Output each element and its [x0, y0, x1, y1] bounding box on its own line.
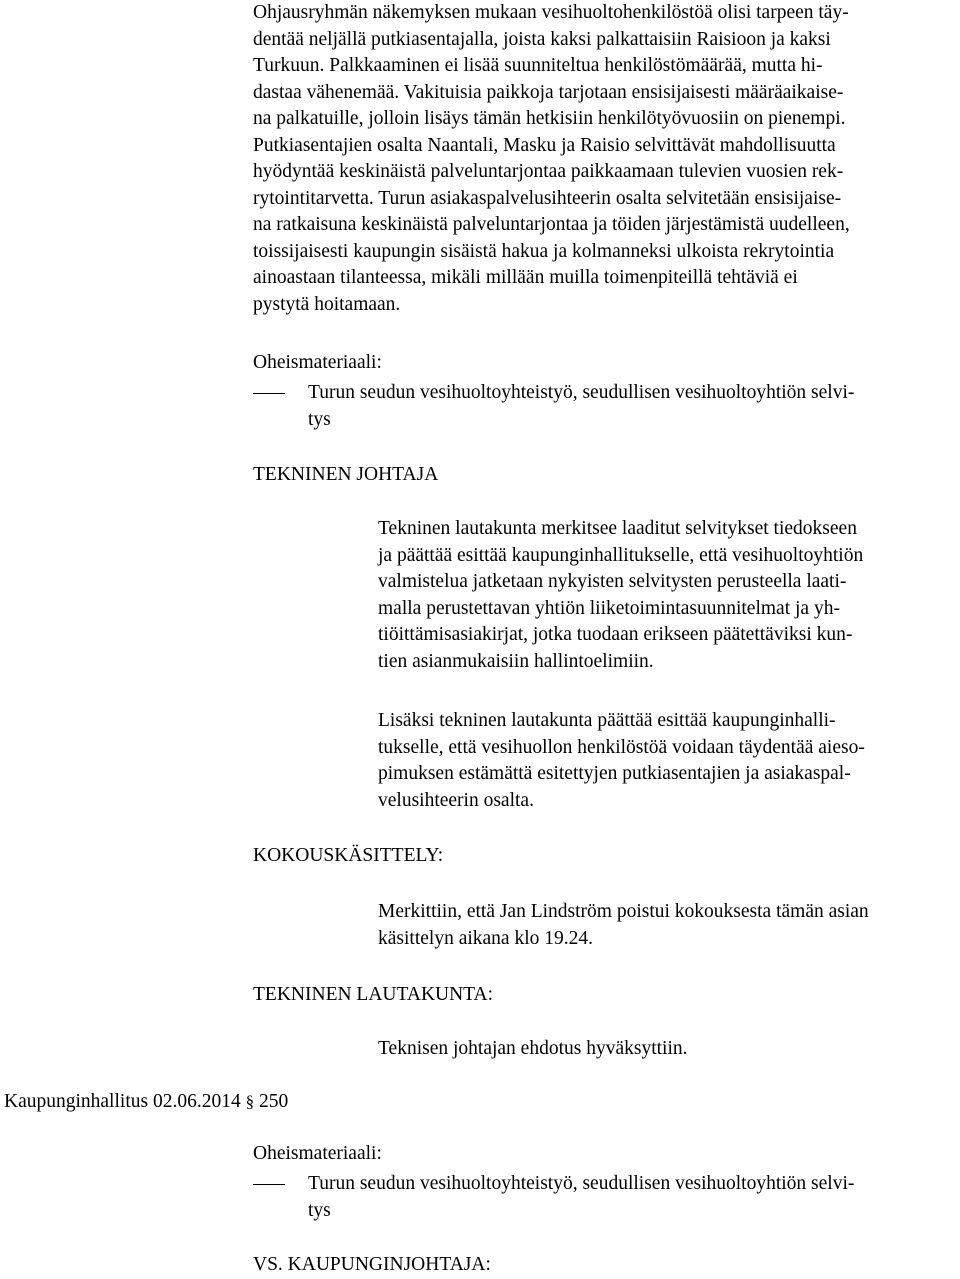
proposal-line: tukselle, että vesihuollon henkilöstöä voidaan täydentää aieso-	[378, 736, 865, 758]
meeting-reference-label	[4, 1089, 288, 1116]
board-heading: TEKNINEN LAUTAKUNTA:	[253, 984, 494, 1005]
section-sign: §	[245, 1092, 255, 1111]
attachments-label: Oheismateriaali:	[253, 1143, 382, 1164]
proposal-line: tien asianmukaisiin hallintoelimiin.	[378, 650, 654, 672]
list-dash	[253, 393, 285, 394]
acting-mayor-heading: VS. KAUPUNGINJOHTAJA:	[253, 1254, 491, 1275]
proposal-line: Lisäksi tekninen lautakunta päättää esittää kaupunginhalli-	[378, 710, 836, 731]
meeting-text-line: käsittelyn aikana klo 19.24.	[378, 927, 593, 949]
paragraph-line: rytointitarvetta. Turun asiakaspalvelusihteerin osalta selvitetään ensisijaise-	[253, 187, 842, 209]
section-number: 250	[258, 1091, 289, 1112]
paragraph-line: na ratkaisuna keskinäistä palveluntarjontaa ja töiden järjestämistä uudelleen,	[253, 214, 850, 235]
attachment-item: Turun seudun vesihuoltoyhteistyö, seudullisen vesihuoltoyhtiön selvi-	[308, 1173, 855, 1194]
paragraph-line: Ohjausryhmän näkemyksen mukaan vesihuoltohenkilöstöä olisi tarpeen täy-	[253, 2, 849, 23]
attachments-label: Oheismateriaali:	[253, 352, 382, 373]
attachment-item-continued: tys	[308, 408, 331, 430]
meeting-name: Kaupunginhallitus 02.06.2014	[4, 1091, 241, 1112]
proposal-line: malla perustettavan yhtiön liiketoimintasuunnitelmat ja yh-	[378, 597, 840, 619]
paragraph-line: na palkatuille, jolloin lisäys tämän hetkisiin henkilötyövuosiin on pienempi.	[253, 108, 846, 129]
proposal-line: Tekninen lautakunta merkitsee laaditut selvitykset tiedokseen	[378, 518, 857, 539]
paragraph-line: hyödyntää keskinäistä palveluntarjontaa paikkaamaan tulevien vuosien rek-	[253, 161, 844, 182]
proposal-line: valmistelua jatketaan nykyisten selvitysten perusteella laati-	[378, 571, 847, 592]
attachment-item-continued: tys	[308, 1199, 331, 1221]
proposal-line: velusihteerin osalta.	[378, 789, 534, 811]
paragraph-line: toissijaisesti kaupungin sisäistä hakua ja kolmanneksi ulkoista rekrytointia	[253, 240, 835, 262]
proposal-line: ja päättää esittää kaupunginhallitukselle, että vesihuoltoyhtiön	[378, 544, 864, 566]
paragraph-line: dastaa vähenemää. Vakituisia paikkoja tarjotaan ensisijaisesti määräaikaise-	[253, 81, 844, 103]
paragraph-line: Putkiasentajien osalta Naantali, Masku ja Raisio selvittävät mahdollisuutta	[253, 134, 836, 156]
paragraph-line: pystytä hoitamaan.	[253, 293, 401, 315]
paragraph-line: ainoastaan tilanteessa, mikäli millään muilla toimenpiteillä tehtäviä ei	[253, 267, 798, 288]
proposal-line: pimuksen estämättä esitettyjen putkiasentajien ja asiakaspal-	[378, 763, 851, 784]
proposer-heading: TEKNINEN JOHTAJA	[253, 464, 439, 485]
board-decision: Teknisen johtajan ehdotus hyväksyttiin.	[378, 1038, 688, 1059]
paragraph-line: Turkuun. Palkkaaminen ei lisää suunniteltua henkilöstömäärää, mutta hi-	[253, 55, 823, 76]
paragraph-line: dentää neljällä putkiasentajalla, joista kaksi palkattaisiin Raisioon ja kaksi	[253, 28, 831, 50]
meeting-heading: KOKOUSKÄSITTELY:	[253, 845, 444, 866]
proposal-line: tiöittämisasiakirjat, jotka tuodaan erikseen päätettäviksi kun-	[378, 624, 853, 645]
meeting-text-line: Merkittiin, että Jan Lindström poistui kokouksesta tämän asian	[378, 901, 869, 922]
list-dash	[253, 1184, 285, 1185]
attachment-item: Turun seudun vesihuoltoyhteistyö, seudullisen vesihuoltoyhtiön selvi-	[308, 382, 855, 403]
